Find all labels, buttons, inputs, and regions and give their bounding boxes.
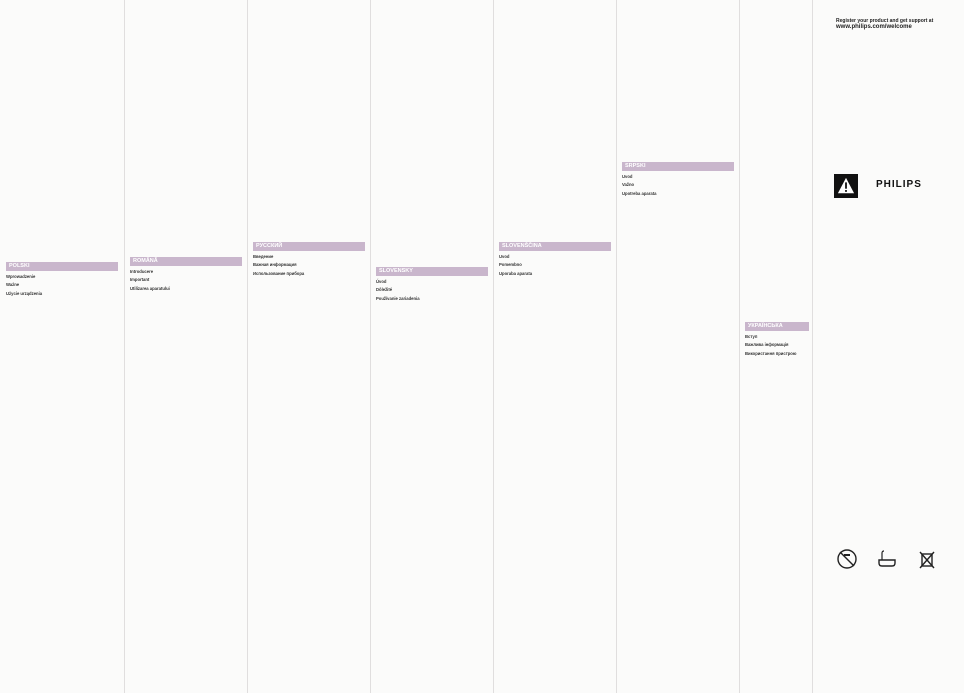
text-column — [6, 12, 118, 297]
section-heading: POLSKI — [6, 262, 118, 271]
section-subheading: Вступ — [745, 334, 758, 340]
section-subheading: Important — [130, 277, 150, 283]
column-divider — [370, 0, 371, 693]
section-subheading: Pomembno — [499, 262, 522, 268]
text-column — [745, 12, 809, 357]
section-heading: РУССКИЙ — [253, 242, 365, 251]
cover-panel — [812, 0, 964, 693]
section-heading: ROMÂNĂ — [130, 257, 242, 266]
text-column — [622, 12, 734, 197]
text-column — [376, 12, 488, 302]
register-line: Register your product and get support at — [836, 18, 934, 24]
section-heading: УКРАЇНСЬКА — [745, 322, 809, 331]
section-subheading: Úvod — [376, 279, 387, 285]
column-divider — [739, 0, 740, 693]
section-subheading: Wprowadzenie — [6, 274, 36, 280]
text-column — [130, 12, 242, 292]
section-subheading: Ważne — [6, 282, 20, 288]
section-subheading: Использование прибора — [253, 270, 305, 276]
register-text — [836, 18, 933, 30]
text-column — [499, 12, 611, 277]
section-subheading: Użycie urządzenia — [6, 290, 43, 296]
register-url[interactable]: www.philips.com/welcome — [836, 24, 912, 30]
symbols-row — [836, 548, 938, 570]
section-heading: SLOVENŠČINA — [499, 242, 611, 251]
section-subheading: Uvod — [622, 174, 633, 180]
column-divider — [493, 0, 494, 693]
brand-logo: PHILIPS — [876, 179, 922, 190]
section-heading: SLOVENSKY — [376, 267, 488, 276]
recycle-bin-icon — [916, 548, 938, 570]
text-column — [253, 12, 365, 277]
column-divider — [616, 0, 617, 693]
column-divider — [124, 0, 125, 693]
section-subheading: Používanie zariadenia — [376, 295, 420, 301]
warning-icon — [834, 174, 858, 198]
section-subheading: Introducere — [130, 269, 154, 275]
section-subheading: Upotreba aparata — [622, 190, 657, 196]
section-subheading: Введение — [253, 254, 274, 260]
section-subheading: Uporaba aparata — [499, 270, 533, 276]
section-subheading: Важная информация — [253, 262, 297, 268]
no-shower-icon — [836, 548, 858, 570]
section-subheading: Dôležité — [376, 287, 393, 293]
section-subheading: Важлива інформація — [745, 342, 789, 348]
column-divider — [247, 0, 248, 693]
section-heading: SRPSKI — [622, 162, 734, 171]
section-subheading: Використання пристрою — [745, 350, 797, 356]
section-subheading: Važno — [622, 182, 635, 188]
section-subheading: Uvod — [499, 254, 510, 260]
section-subheading: Utilizarea aparatului — [130, 285, 170, 291]
bath-icon — [876, 548, 898, 570]
